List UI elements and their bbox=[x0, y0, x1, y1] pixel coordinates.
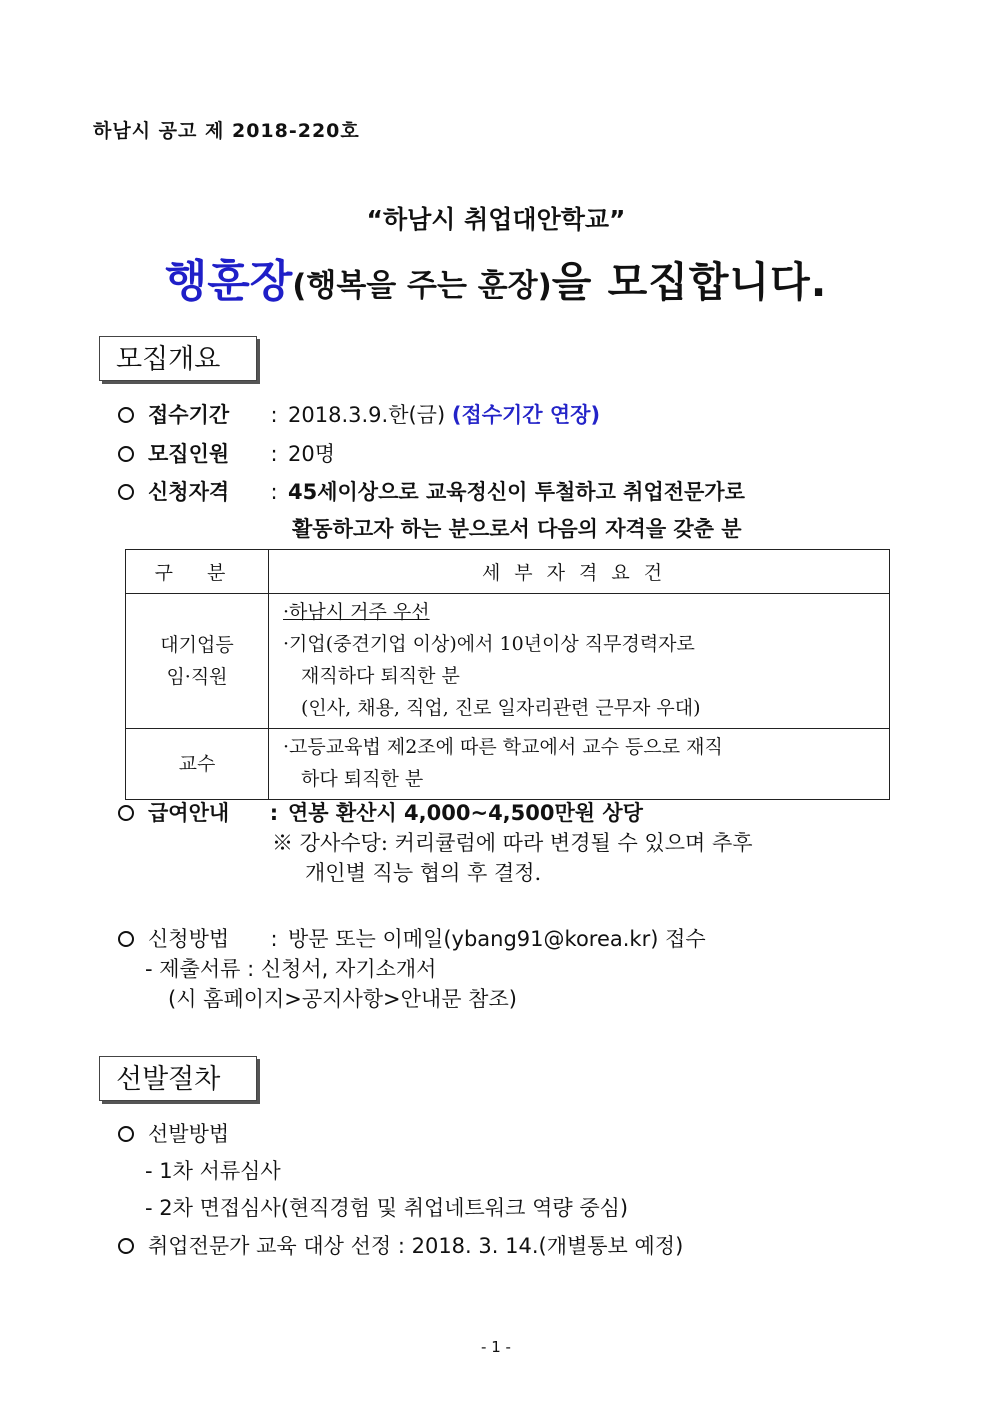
table-row bbox=[126, 594, 890, 729]
step1: - 1차 서류심사 bbox=[145, 1159, 281, 1183]
bullet-circle-icon bbox=[118, 931, 134, 947]
apply-ref: (시 홈페이지>공지사항>안내문 참조) bbox=[168, 987, 517, 1011]
document-title bbox=[0, 245, 992, 309]
headcount-value: 20명 bbox=[288, 442, 336, 466]
selection-row bbox=[118, 1230, 683, 1260]
document-subtitle: “하남시 취업대안학교” bbox=[366, 205, 626, 234]
table-header-row bbox=[126, 550, 890, 594]
salary-value: 연봉 환산시 4,000~4,500만원 상당 bbox=[288, 801, 643, 825]
apply-row: 신청방법 : 방문 또는 이메일(ybang91@korea.kr) 접수 bbox=[118, 923, 706, 953]
apply-value: 방문 또는 이메일(ybang91@korea.kr) 접수 bbox=[288, 927, 706, 951]
period-row: 접수기간 : 2018.3.9.한(금) (접수기간 연장) bbox=[118, 399, 600, 429]
headcount-row: 모집인원 : 20명 bbox=[118, 438, 335, 468]
section-heading-overview: 모집개요 bbox=[99, 336, 257, 381]
page-number: - 1 - bbox=[481, 1338, 511, 1356]
apply-label: 신청방법 bbox=[148, 927, 230, 951]
bullet-circle-icon bbox=[118, 805, 134, 821]
title-rest: 을 모집합니다. bbox=[551, 258, 828, 306]
notice-number: 하남시 공고 제 2018-220호 bbox=[93, 120, 360, 142]
salary-label: 급여안내 bbox=[148, 801, 230, 825]
header-detail: 세부자격요건 bbox=[269, 550, 890, 594]
detail-cell: ·고등교육법 제2조에 따른 학교에서 교수 등으로 재직 하다 퇴직한 분 bbox=[269, 729, 890, 800]
period-value: 2018.3.9.한(금) bbox=[288, 403, 446, 427]
method-label: 선발방법 bbox=[148, 1122, 230, 1146]
bullet-circle-icon bbox=[118, 407, 134, 423]
salary-note-line1: ※ 강사수당: 커리큘럼에 따라 변경될 수 있으며 추후 bbox=[272, 831, 753, 855]
bullet-circle-icon bbox=[118, 446, 134, 462]
bullet-circle-icon bbox=[118, 1238, 134, 1254]
bullet-circle-icon bbox=[118, 1126, 134, 1142]
bullet-circle-icon bbox=[118, 484, 134, 500]
title-paren: (행복을 주는 훈장) bbox=[292, 268, 552, 304]
period-note: (접수기간 연장) bbox=[451, 403, 601, 427]
qualification-label: 신청자격 bbox=[148, 480, 230, 504]
category-cell: 교수 bbox=[126, 729, 269, 800]
apply-docs: - 제출서류 : 신청서, 자기소개서 bbox=[145, 957, 437, 981]
selection-text: 취업전문가 교육 대상 선정 : 2018. 3. 14.(개별통보 예정) bbox=[148, 1234, 684, 1258]
salary-row: 급여안내 : 연봉 환산시 4,000~4,500만원 상당 bbox=[118, 797, 643, 827]
qualification-table bbox=[125, 549, 890, 800]
section-heading-selection: 선발절차 bbox=[99, 1056, 257, 1101]
method-row bbox=[118, 1118, 229, 1148]
table-row bbox=[126, 729, 890, 800]
salary-note-line2: 개인별 직능 협의 후 결정. bbox=[305, 861, 542, 885]
qualification-line1: 45세이상으로 교육정신이 투철하고 취업전문가로 bbox=[288, 480, 745, 504]
headcount-label: 모집인원 bbox=[148, 442, 230, 466]
category-cell: 대기업등 임·직원 bbox=[126, 594, 269, 729]
qualification-line2: 활동하고자 하는 분으로서 다음의 자격을 갖춘 분 bbox=[292, 517, 742, 541]
detail-cell: ·하남시 거주 우선 ·기업(중견기업 이상)에서 10년이상 직무경력자로 재직하다 퇴직한 분 (인사, 채용, 직업, 진로 일자리관련 근무자 우대) bbox=[269, 594, 890, 729]
title-highlight: 행훈장 bbox=[164, 256, 293, 307]
header-category: 구 분 bbox=[126, 550, 269, 594]
step2: - 2차 면접심사(현직경험 및 취업네트워크 역량 중심) bbox=[145, 1196, 629, 1220]
qualification-row: 신청자격 : 45세이상으로 교육정신이 투철하고 취업전문가로 bbox=[118, 476, 745, 506]
period-label: 접수기간 bbox=[148, 403, 230, 427]
